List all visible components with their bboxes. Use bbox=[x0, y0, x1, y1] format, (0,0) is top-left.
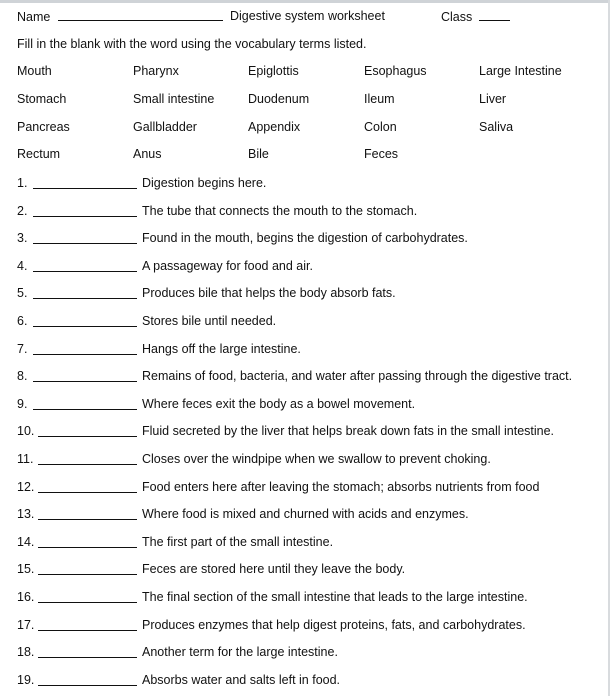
instructions: Fill in the blank with the word using the vocabulary terms listed. bbox=[17, 37, 367, 51]
vocabulary-term: Rectum bbox=[17, 147, 61, 161]
vocabulary-term: Small intestine bbox=[133, 92, 215, 106]
question-text: A passageway for food and air. bbox=[142, 258, 313, 273]
vocabulary-term: Bile bbox=[248, 147, 269, 161]
question-number: 8. bbox=[17, 369, 28, 384]
question-number: 10. bbox=[17, 424, 35, 439]
question-number: 13. bbox=[17, 507, 35, 522]
answer-blank[interactable] bbox=[38, 590, 137, 603]
question-text: Found in the mouth, begins the digestion of carbohydrates. bbox=[142, 231, 468, 246]
question-text: Produces bile that helps the body absorb fats. bbox=[142, 286, 396, 301]
vocabulary-term: Epiglottis bbox=[248, 64, 299, 78]
answer-blank[interactable] bbox=[38, 618, 137, 631]
answer-blank[interactable] bbox=[33, 342, 137, 355]
question-number: 4. bbox=[17, 258, 28, 273]
vocabulary-term: Anus bbox=[133, 147, 162, 161]
vocabulary-term: Esophagus bbox=[364, 64, 427, 78]
answer-blank[interactable] bbox=[33, 369, 137, 382]
answer-blank[interactable] bbox=[38, 424, 137, 437]
vocabulary-term: Pharynx bbox=[133, 64, 179, 78]
question-text: Hangs off the large intestine. bbox=[142, 341, 301, 356]
answer-blank[interactable] bbox=[38, 535, 137, 548]
question-text: Feces are stored here until they leave the body. bbox=[142, 562, 406, 577]
question-text: Produces enzymes that help digest proteins, fats, and carbohydrates. bbox=[142, 617, 526, 632]
answer-blank[interactable] bbox=[38, 452, 137, 465]
vocabulary-term: Saliva bbox=[479, 120, 514, 134]
vocabulary-term: Feces bbox=[364, 147, 399, 161]
vocabulary-term: Pancreas bbox=[17, 120, 70, 134]
question-number: 9. bbox=[17, 396, 28, 411]
question-number: 2. bbox=[17, 203, 28, 218]
question-text: Closes over the windpipe when we swallow to prevent choking. bbox=[142, 452, 491, 466]
question-number: 17. bbox=[17, 617, 35, 632]
answer-blank[interactable] bbox=[33, 204, 137, 217]
vocabulary-term: Appendix bbox=[248, 120, 301, 134]
vocabulary-term: Liver bbox=[479, 92, 507, 106]
name-field bbox=[17, 9, 223, 24]
question-text: Digestion begins here. bbox=[142, 176, 267, 190]
vocabulary-term: Ileum bbox=[364, 92, 395, 106]
question-text: The final section of the small intestine that leads to the large intestine. bbox=[142, 590, 528, 604]
question-text: The tube that connects the mouth to the stomach. bbox=[142, 203, 418, 218]
class-label: Class bbox=[441, 10, 473, 24]
question-text: Another term for the large intestine. bbox=[142, 645, 338, 660]
vocabulary-term: Duodenum bbox=[248, 92, 310, 106]
question-number: 7. bbox=[17, 341, 28, 356]
answer-blank[interactable] bbox=[33, 286, 137, 299]
question-number: 18. bbox=[17, 645, 35, 660]
answer-blank[interactable] bbox=[33, 397, 137, 410]
vocabulary-term: Gallbladder bbox=[133, 120, 197, 134]
question-text: Food enters here after leaving the stomach; absorbs nutrients from food bbox=[142, 479, 540, 494]
answer-blank[interactable] bbox=[38, 673, 137, 686]
question-number: 3. bbox=[17, 231, 28, 246]
question-text: Absorbs water and salts left in food. bbox=[142, 672, 341, 687]
question-number: 6. bbox=[17, 314, 28, 328]
question-number: 11. bbox=[17, 452, 34, 466]
vocabulary-term: Stomach bbox=[17, 92, 67, 106]
question-text: Where food is mixed and churned with acids and enzymes. bbox=[142, 507, 469, 522]
name-label: Name bbox=[17, 10, 51, 24]
answer-blank[interactable] bbox=[33, 176, 137, 189]
vocabulary-term: Large Intestine bbox=[479, 64, 562, 78]
answer-blank[interactable] bbox=[38, 480, 137, 493]
name-blank bbox=[58, 9, 223, 21]
question-text: The first part of the small intestine. bbox=[142, 534, 334, 549]
question-text: Where feces exit the body as a bowel movement. bbox=[142, 396, 416, 411]
answer-blank[interactable] bbox=[33, 314, 137, 327]
answer-blank[interactable] bbox=[38, 645, 137, 658]
answer-blank[interactable] bbox=[38, 562, 137, 575]
answer-blank[interactable] bbox=[33, 259, 137, 272]
vocabulary-term: Mouth bbox=[17, 64, 52, 78]
answer-blank[interactable] bbox=[38, 507, 137, 520]
window-top-border bbox=[0, 0, 610, 3]
question-text: Fluid secreted by the liver that helps break down fats in the small intestine. bbox=[142, 424, 555, 439]
class-blank bbox=[479, 9, 510, 21]
worksheet-title: Digestive system worksheet bbox=[230, 9, 385, 23]
question-number: 1. bbox=[17, 176, 28, 190]
question-number: 12. bbox=[17, 479, 35, 494]
class-field bbox=[441, 9, 510, 24]
question-number: 19. bbox=[17, 672, 35, 687]
question-number: 14. bbox=[17, 534, 35, 549]
answer-blank[interactable] bbox=[33, 231, 137, 244]
vocabulary-term: Colon bbox=[364, 120, 397, 134]
question-number: 5. bbox=[17, 286, 28, 301]
question-number: 16. bbox=[17, 590, 35, 604]
question-number: 15. bbox=[17, 562, 35, 577]
question-text: Remains of food, bacteria, and water after passing through the digestive tract. bbox=[142, 369, 573, 384]
question-text: Stores bile until needed. bbox=[142, 314, 277, 328]
